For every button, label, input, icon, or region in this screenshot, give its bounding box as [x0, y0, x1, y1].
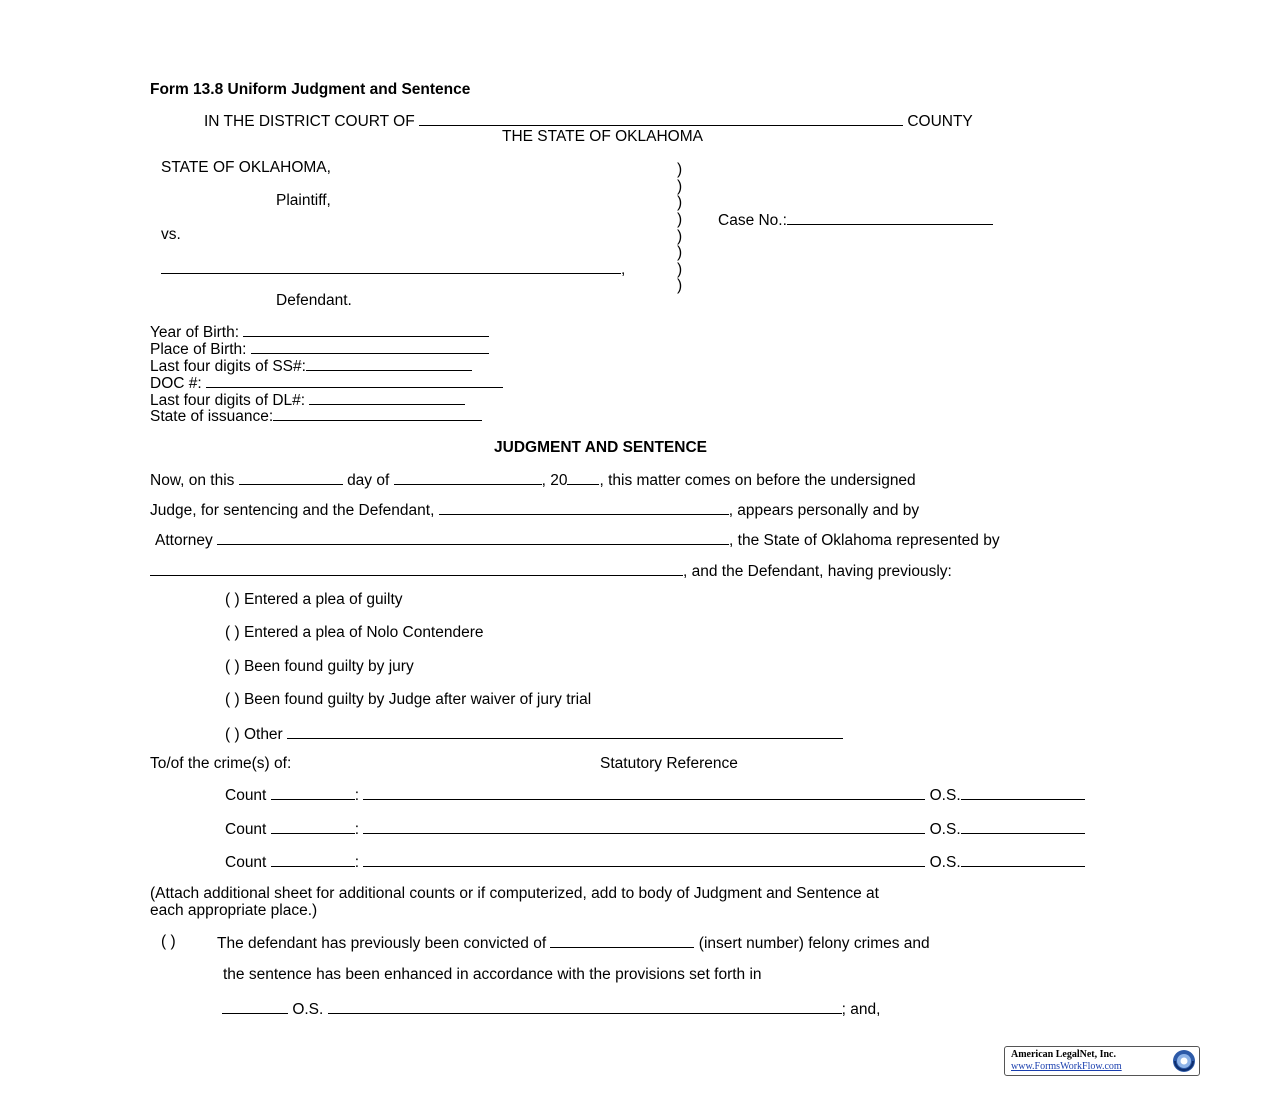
logo-url[interactable]: www.FormsWorkFlow.com: [1011, 1061, 1122, 1072]
count-row: [225, 852, 1085, 872]
info-label: DOC #:: [150, 375, 202, 392]
caption-paren: ): [677, 228, 683, 245]
prior-checkbox[interactable]: ( ): [161, 933, 176, 950]
plea-option[interactable]: [225, 658, 414, 676]
count-label: Count: [225, 821, 267, 838]
plaintiff-name: STATE OF OKLAHOMA,: [161, 159, 331, 176]
plea-checkbox[interactable]: ( ): [225, 726, 240, 743]
os-reference-field[interactable]: [961, 852, 1085, 867]
os-label: O.S.: [929, 854, 961, 871]
body-text: , the State of Oklahoma represented by: [729, 532, 1000, 549]
count-row: [225, 819, 1085, 839]
count-number-field[interactable]: [271, 785, 355, 800]
prior-text: ; and,: [841, 1001, 881, 1018]
body-text: Now, on this: [150, 472, 235, 489]
prior-count-field[interactable]: [550, 933, 694, 948]
body-line-2: [150, 500, 919, 520]
caption-paren: ): [677, 161, 683, 178]
form-title: Form 13.8 Uniform Judgment and Sentence: [150, 81, 471, 98]
vs-label: vs.: [161, 226, 181, 243]
info-label: Last four digits of SS#:: [150, 358, 306, 375]
case-no-label: Case No.:: [718, 212, 787, 229]
year-field[interactable]: [567, 470, 599, 485]
crime-description-field[interactable]: [363, 819, 925, 834]
body-text: , this matter comes on before the undersigned: [599, 472, 916, 489]
case-no-field[interactable]: [787, 210, 993, 225]
section-field[interactable]: [328, 999, 842, 1014]
plea-option[interactable]: [225, 591, 403, 609]
case-no-row: [718, 210, 993, 230]
place-of-birth-field[interactable]: [251, 339, 489, 354]
prior-line-2: the sentence has been enhanced in accordance with the provisions set forth in: [223, 966, 762, 983]
american-legalnet-logo: [1004, 1046, 1200, 1076]
defendant-appearance-field[interactable]: [439, 500, 729, 515]
year-of-birth-field[interactable]: [243, 322, 489, 337]
info-label: Place of Birth:: [150, 341, 247, 358]
body-text: Attorney: [155, 532, 213, 549]
os-label: O.S.: [929, 821, 961, 838]
count-label: Count: [225, 787, 267, 804]
body-line-4: [150, 561, 952, 581]
crime-description-field[interactable]: [363, 852, 925, 867]
doc-number-field[interactable]: [206, 373, 503, 388]
count-colon: :: [354, 854, 359, 871]
prior-text: The defendant has previously been convicted of: [217, 935, 547, 952]
county-field[interactable]: [419, 111, 903, 126]
defendant-comma: ,: [621, 261, 626, 278]
other-plea-field[interactable]: [287, 724, 843, 739]
logo-name: American LegalNet, Inc.: [1011, 1049, 1116, 1060]
body-text: day of: [347, 472, 390, 489]
plea-label: Entered a plea of Nolo Contendere: [243, 624, 484, 641]
plea-option[interactable]: [225, 724, 843, 744]
caption-paren: ): [677, 194, 683, 211]
os-reference-field[interactable]: [961, 819, 1085, 834]
caption-paren: ): [677, 178, 683, 195]
count-colon: :: [354, 821, 359, 838]
os-label: O.S.: [292, 1001, 324, 1018]
count-row: [225, 785, 1085, 805]
caption-paren: ): [677, 261, 683, 278]
plea-checkbox[interactable]: ( ): [225, 658, 240, 675]
defendant-role: Defendant.: [276, 292, 352, 309]
prior-text: (insert number) felony crimes and: [698, 935, 930, 952]
count-label: Count: [225, 854, 267, 871]
os-label: O.S.: [929, 787, 961, 804]
plea-checkbox[interactable]: ( ): [225, 591, 240, 608]
defendant-name-row: [161, 259, 625, 279]
plea-label: Other: [243, 726, 283, 743]
crimes-label: To/of the crime(s) of:: [150, 755, 292, 772]
plea-label: Entered a plea of guilty: [243, 591, 403, 608]
month-field[interactable]: [394, 470, 542, 485]
count-number-field[interactable]: [271, 819, 355, 834]
defendant-name-field[interactable]: [161, 259, 621, 274]
os-reference-field[interactable]: [961, 785, 1085, 800]
body-text: , 20: [541, 472, 568, 489]
plea-option[interactable]: [225, 691, 591, 709]
plea-option[interactable]: [225, 624, 484, 642]
info-row-state-of-issuance: [150, 406, 482, 426]
crime-description-field[interactable]: [363, 785, 925, 800]
info-label: Last four digits of DL#:: [150, 392, 306, 409]
body-text: , and the Defendant, having previously:: [683, 563, 952, 580]
attach-note-cont: each appropriate place.): [150, 902, 318, 919]
info-label: State of issuance:: [150, 408, 274, 425]
attach-note: (Attach additional sheet for additional counts or if computerized, add to body of Judgment and Sentence at: [150, 885, 879, 902]
caption-paren: ): [677, 277, 683, 294]
globe-icon: [1172, 1049, 1196, 1073]
state-of-issuance-field[interactable]: [273, 406, 482, 421]
dl-field[interactable]: [309, 390, 465, 405]
body-text: Judge, for sentencing and the Defendant,: [150, 502, 435, 519]
plea-checkbox[interactable]: ( ): [225, 624, 240, 641]
info-label: Year of Birth:: [150, 324, 240, 341]
statutory-reference-label: Statutory Reference: [600, 755, 738, 772]
plea-checkbox[interactable]: ( ): [225, 691, 240, 708]
court-state-line: THE STATE OF OKLAHOMA: [502, 128, 703, 145]
plea-label: Been found guilty by jury: [243, 658, 414, 675]
title-number-field[interactable]: [222, 999, 288, 1014]
state-representative-field[interactable]: [150, 561, 683, 576]
prior-line-3: [222, 999, 880, 1019]
plaintiff-role: Plaintiff,: [276, 192, 331, 209]
body-text: , appears personally and by: [728, 502, 920, 519]
count-colon: :: [354, 787, 359, 804]
day-field[interactable]: [239, 470, 343, 485]
ssn-field[interactable]: [306, 356, 472, 371]
caption-paren: ): [677, 244, 683, 261]
court-suffix: COUNTY: [907, 113, 973, 130]
prior-line-1: [217, 933, 930, 953]
court-prefix: IN THE DISTRICT COURT OF: [204, 113, 415, 130]
attorney-field[interactable]: [217, 530, 729, 545]
section-title: JUDGMENT AND SENTENCE: [494, 439, 707, 456]
count-number-field[interactable]: [271, 852, 355, 867]
body-line-3: [155, 530, 1000, 550]
body-line-1: [150, 470, 916, 490]
plea-label: Been found guilty by Judge after waiver of jury trial: [243, 691, 592, 708]
caption-paren: ): [677, 211, 683, 228]
